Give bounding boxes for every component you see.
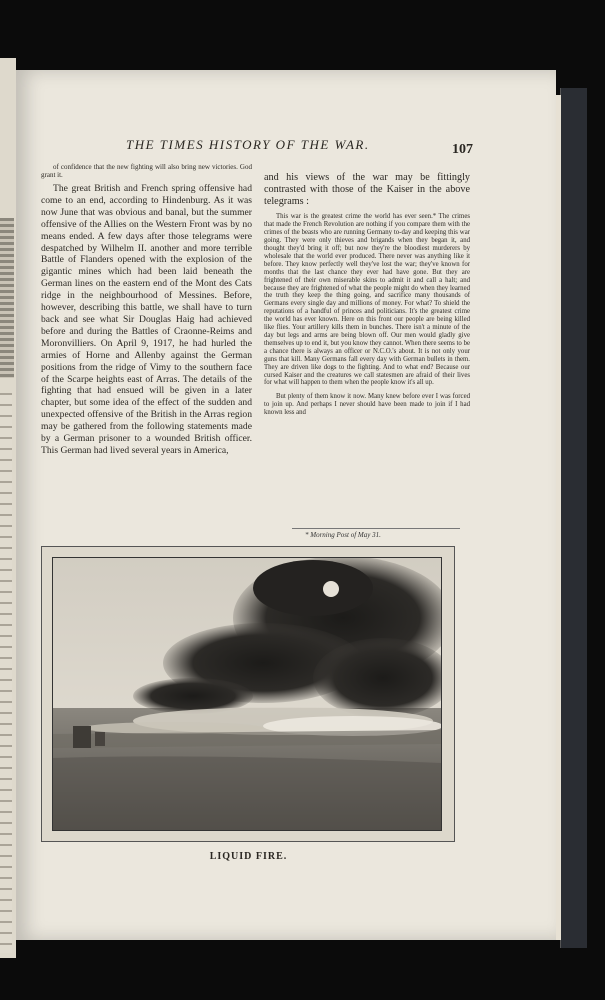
left-lead-text: of confidence that the new fighting will also bring new victories. God grant it. [41, 163, 252, 179]
running-header: THE TIMES HISTORY OF THE WAR. [126, 137, 370, 152]
liquid-fire-photograph [52, 557, 442, 831]
footnote: * Morning Post of May 31. [305, 531, 381, 539]
left-paragraph: The great British and French spring offensive had come to an end, according to Hindenburg. As it was now June that was obvious and banal, but the summer offensive of the Allies on the Western Front was by no means ended. A few days after those telegrams were despatched by Wilhelm II. another and more terrible Battle of Flanders opened with the explosion of the gigantic mines which had been laid beneath the German lines on the eastern end of the Mont des Cats ridge in the neighbourhood of Messines. Before, however, describing this battle, we shall have to turn back and see what Sir Douglas Haig had achieved before and during the Battles of Craonne-Reims and Moronvilliers. On April 9, 1917, he had hurled the armies of Horne and Allenby against the German positions from the ridge of Vimy to the southern face of the Scarpe heights east of Arras. The details of the fighting that had ensued will be given in a later chapter, but some idea of the effect of the sudden and unexpected offensive of the British in the Arras region may be gathered from the following statements made by a German prisoner to a wounded British officer. This German had lived several years in America, [41, 183, 252, 456]
book-cover [560, 88, 587, 948]
footnote-rule [292, 528, 460, 529]
right-column [264, 172, 470, 417]
photograph-svg [53, 558, 441, 830]
page-number: 107 [452, 142, 473, 157]
facing-page-illustration [0, 218, 14, 378]
prisoner-quote-end: But plenty of them know it now. Many knew before ever I was forced to join up. And perhaps I never should have been made to join if I had known less and [264, 393, 470, 417]
prisoner-quote: This war is the greatest crime the world has ever seen.* The crimes that made the French Revolution are nothing if you compare them with the crimes of the beasts who are running Germany to-day and keeping this war going. They were only thieves and brigands when they began it, and thought they'd bring it off; but now they're the bloodiest murderers by wholesale that the world ever produced. There never was anything like it before. They know perfectly well they've lost the war; they've known for months that the last chance they ever had have gone. But they are frightened of their own miserable skins to admit it and call a halt; and because they are frightened of what the people might do when they learned the truth they keep the thing going, and sacrifice many thousands of Germans every single day and millions of money. For what? To shield the reputations of a handful of princes and politicians. It's the greatest crime the world has ever known. Here on this front our people are being killed like flies. Your artillery kills them in bunches. There isn't a minute of the day but legs and arms are being blown off. Our men would gladly give themselves up to end it, but you know they cannot. When there seems to be a chance there is always an officer or N.C.O.'s about. It is not only your guns that kill. Many Germans fall every day with German bullets in them. They are driven like dogs to the fighting. And to what end? Because our cursed Kaiser and the creatures we call statesmen are afraid of their lives for what will happen to them when the people know it's all up. [264, 213, 470, 387]
left-column [41, 163, 252, 457]
right-paragraph: and his views of the war may be fittingly contrasted with those of the Kaiser in the above telegrams : [264, 172, 470, 207]
facing-page-edge [0, 58, 16, 958]
figure-caption: LIQUID FIRE. [209, 851, 288, 862]
facing-page-text [0, 393, 12, 953]
